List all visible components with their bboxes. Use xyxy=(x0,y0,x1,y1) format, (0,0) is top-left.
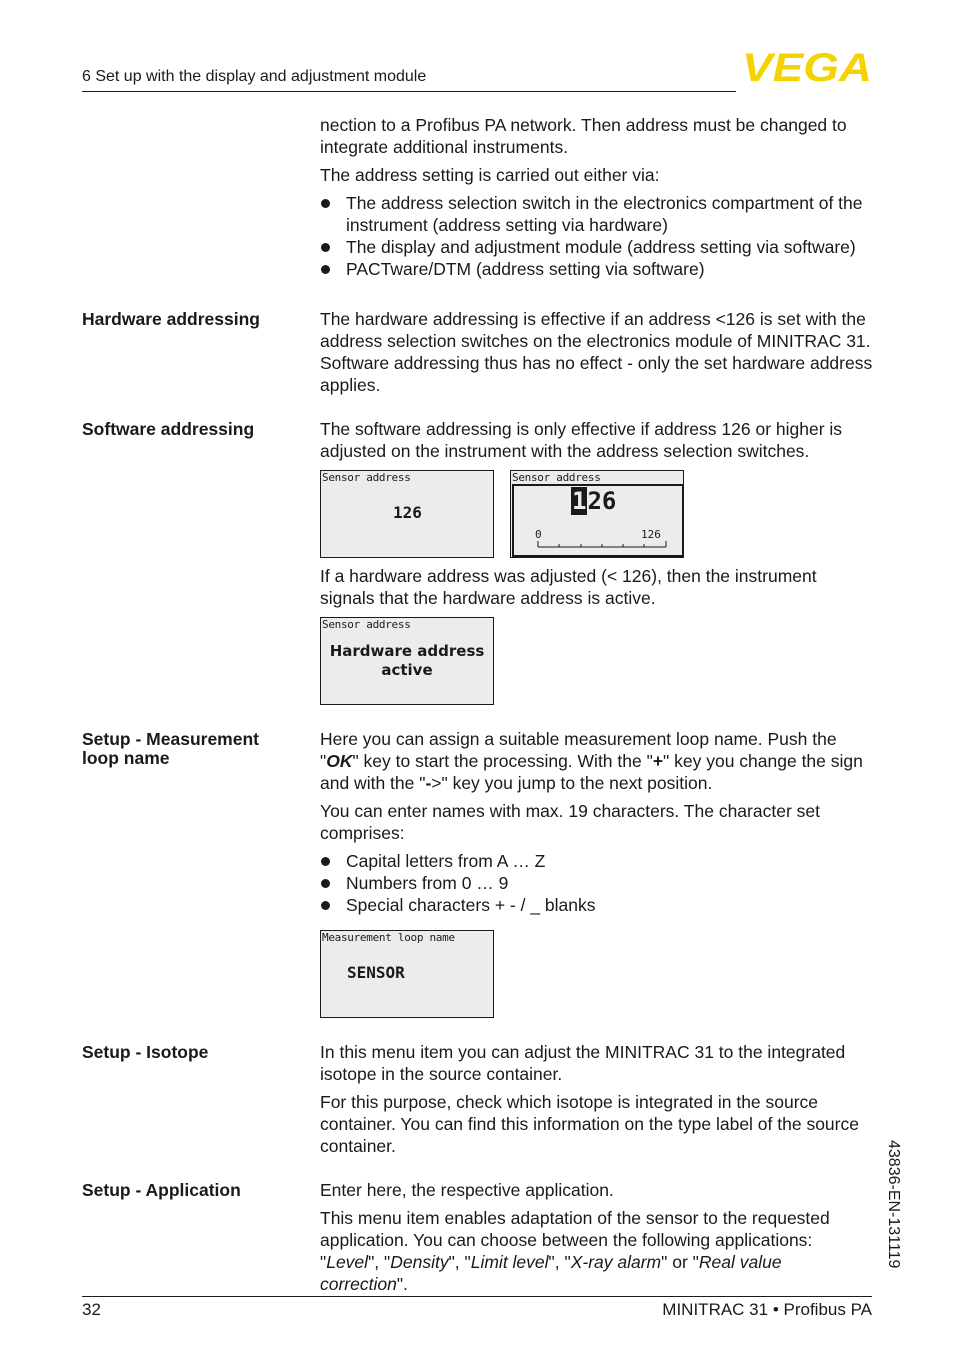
loop-name-charset-text: You can enter names with max. 19 characters. The character set comprises: xyxy=(320,801,820,843)
option-real-value-correction: Real value correction xyxy=(320,1252,782,1294)
text-run: This menu item enables adaptation of the sensor to the requested application. You can choose between the following applications: " xyxy=(320,1208,830,1272)
text-run: >" key you jump to the next position. xyxy=(431,773,713,793)
screen-title: Sensor address xyxy=(512,471,601,484)
screen-message xyxy=(321,642,493,680)
vega-logo-text: VEGA xyxy=(742,50,872,84)
scale-min-label: 0 xyxy=(535,528,542,541)
ok-key-label: OK xyxy=(326,751,353,771)
application-heading: Setup - Application xyxy=(82,1180,241,1200)
software-addressing-text: The software addressing is only effective if address 126 or higher is adjusted on the instrument with the address selection switches. xyxy=(320,419,843,461)
list-item: The address selection switch in the electronics compartment of the instrument (address setting via hardware) xyxy=(320,192,880,236)
page-number: 32 xyxy=(82,1300,101,1319)
plus-key-label: + xyxy=(652,751,664,771)
loop-name-heading-line2: loop name xyxy=(82,748,170,768)
option-xray-alarm: X-ray alarm xyxy=(570,1252,662,1272)
document-code xyxy=(884,1140,906,1290)
loop-name-text xyxy=(320,728,874,794)
isotope-text: In this menu item you can adjust the MINITRAC 31 to the integrated isotope in the source container. xyxy=(320,1042,846,1084)
screen-message-line1: Hardware address xyxy=(329,642,485,660)
list-item: Capital letters from A … Z xyxy=(320,850,880,872)
screen-value: 126 xyxy=(393,503,422,522)
screen-value: SENSOR xyxy=(347,963,405,982)
intro-bullet-list xyxy=(320,192,880,280)
isotope-check-text: For this purpose, check which isotope is integrated in the source container. You can find this information on the type label of the source container. xyxy=(320,1092,859,1156)
application-text: Enter here, the respective application. xyxy=(320,1180,614,1200)
option-limit-level: Limit level xyxy=(470,1252,549,1272)
text-run: " key to start the processing. With the " xyxy=(352,751,653,771)
text-run: ", " xyxy=(448,1252,471,1272)
display-screen-sensor-address-edit xyxy=(510,470,684,558)
list-item: Special characters + - / _ blanks xyxy=(320,894,880,916)
display-screen-hardware-address-active xyxy=(320,617,494,705)
value-rest: 26 xyxy=(587,487,617,515)
hardware-addressing-heading: Hardware addressing xyxy=(82,309,260,329)
text-run: Here you can assign a suitable measurement loop name. Push the " xyxy=(320,729,837,771)
screen-value xyxy=(571,487,616,515)
hardware-address-active-text: If a hardware address was adjusted (< 126), then the instrument signals that the hardware address is active. xyxy=(320,566,817,608)
display-screen-loop-name xyxy=(320,930,494,1018)
intro-address-paragraph: The address setting is carried out either via: xyxy=(320,165,660,185)
display-screen-sensor-address xyxy=(320,470,494,558)
screen-title: Sensor address xyxy=(322,471,411,484)
software-addressing-heading: Software addressing xyxy=(82,419,255,439)
text-run: ". xyxy=(396,1274,408,1294)
vega-logo xyxy=(742,50,872,84)
option-density: Density xyxy=(390,1252,449,1272)
document-code-text: 43836-EN-131119 xyxy=(885,1140,902,1269)
text-run: ", " xyxy=(548,1252,571,1272)
scale-max-label: 126 xyxy=(641,528,661,541)
application-options-text xyxy=(320,1207,874,1295)
isotope-heading: Setup - Isotope xyxy=(82,1042,209,1062)
loop-name-heading xyxy=(82,730,302,768)
loop-name-heading-line1: Setup - Measurement xyxy=(82,729,259,749)
option-level: Level xyxy=(326,1252,369,1272)
text-run: " or " xyxy=(661,1252,699,1272)
cursor-digit: 1 xyxy=(572,487,587,515)
screen-title: Sensor address xyxy=(322,618,411,631)
screen-message-line2: active xyxy=(381,661,433,679)
charset-bullet-list xyxy=(320,850,880,916)
text-run: ", " xyxy=(368,1252,391,1272)
section-header: 6 Set up with the display and adjustment module xyxy=(82,68,427,85)
list-item: The display and adjustment module (address setting via software) xyxy=(320,236,880,258)
list-item: PACTware/DTM (address setting via software) xyxy=(320,258,880,280)
header-divider xyxy=(82,91,736,92)
arrow-key-label: - xyxy=(425,773,432,793)
hardware-addressing-text: The hardware addressing is effective if an address <126 is set with the address selection switches on the electronics module of MINITRAC 31. Software addressing thus has no effect - only the set hardware address applies. xyxy=(320,309,873,395)
footer-product: MINITRAC 31 • Profibus PA xyxy=(662,1300,872,1319)
screen-title: Measurement loop name xyxy=(322,931,455,944)
text-run: " key you change the sign and with the " xyxy=(320,751,863,793)
footer-divider xyxy=(82,1296,872,1297)
list-item: Numbers from 0 … 9 xyxy=(320,872,880,894)
intro-paragraph: nection to a Profibus PA network. Then address must be changed to integrate additional instruments. xyxy=(320,115,847,157)
